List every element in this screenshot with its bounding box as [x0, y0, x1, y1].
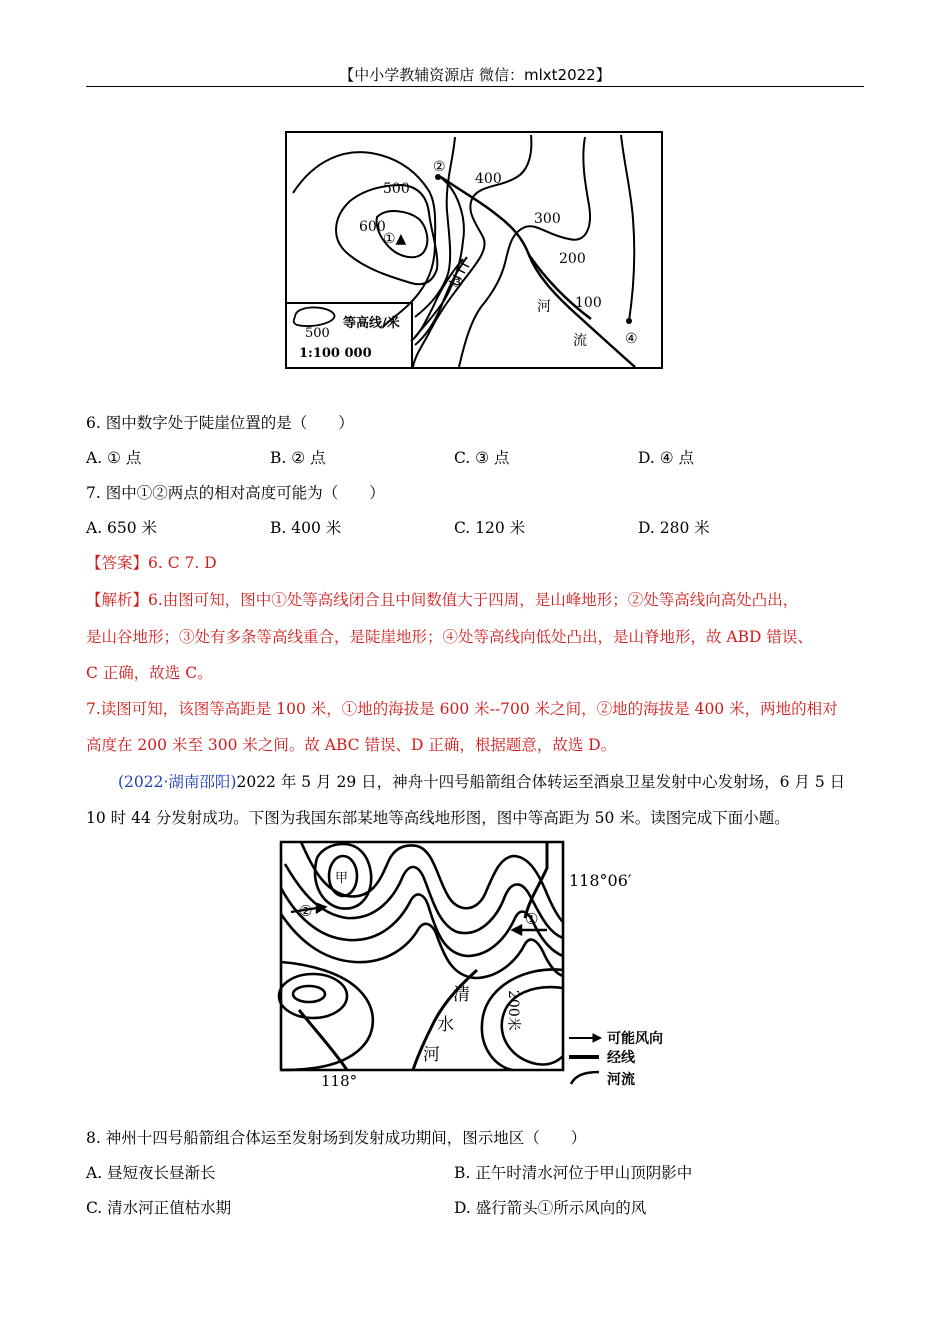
legend-river-label: 河流: [607, 1072, 635, 1088]
hill-ring-1: [293, 986, 325, 1002]
contour-300: [413, 135, 531, 367]
q6-option-b: B. ② 点: [270, 449, 326, 467]
q8-option-a: A. 昼短夜长昼渐长: [86, 1164, 216, 1182]
intro-line-1: [118, 770, 845, 792]
q6-option-a: A. ① 点: [86, 449, 142, 467]
label-qing: 清: [453, 985, 470, 1005]
answer-line: 【答案】6. C 7. D: [86, 554, 217, 572]
label-500: 500: [383, 181, 410, 197]
map1-frame: [286, 132, 662, 368]
q8-option-d: D. 盛行箭头①所示风向的风: [454, 1199, 647, 1217]
legend-meridian-label: 经线: [607, 1050, 635, 1066]
legend-value: 500: [305, 326, 330, 341]
label-118: 118°: [321, 1072, 358, 1090]
intro-source: (2022·湖南邵阳): [118, 773, 237, 791]
legend-contour-sample: [294, 307, 335, 326]
analysis-line-1: 【解析】6.由图可知，图中①处等高线闭合且中间数值大于四周，是山峰地形；②处等高线向高处凸出，: [86, 591, 799, 609]
page-header: 【中小学教辅资源店 微信：mlxt2022】: [339, 66, 611, 84]
q7-option-d: D. 280 米: [638, 519, 710, 537]
point-4-dot: [626, 318, 632, 324]
contour-100: [621, 135, 634, 321]
contour-right-2: [482, 969, 563, 1070]
contour-d: [281, 914, 563, 978]
label-100: 100: [575, 295, 602, 311]
q7-option-b: B. 400 米: [270, 519, 342, 537]
label-300: 300: [534, 211, 561, 227]
legend-wind-head: [593, 1034, 601, 1042]
q6-stem: 6. 图中数字处于陡崖位置的是（ ）: [86, 414, 354, 432]
analysis-line-5: 高度在 200 米至 300 米之间。故 ABC 错误、D 正确，根据题意，故选 D。: [86, 736, 617, 754]
label-river-liu: 流: [573, 333, 587, 349]
label-600: 600: [359, 219, 386, 235]
analysis-line-2: 是山谷地形；③处有多条等高线重合，是陡崖地形；④处等高线向低处凸出，是山脊地形，故 ABD 错误、: [86, 628, 813, 646]
label-118-06: 118°06′: [569, 871, 632, 890]
intro-line-1-text: 2022 年 5 月 29 日，神舟十四号船箭组合体转运至酒泉卫星发射中心发射场，6 月 5 日: [236, 773, 846, 791]
meridian-118: [299, 1010, 347, 1070]
label-he: 河: [423, 1045, 440, 1065]
label-river-he: 河: [537, 299, 551, 315]
analysis-line-3: C 正确，故选 C。: [86, 664, 213, 682]
intro-line-2: 10 时 44 分发射成功。下图为我国东部某地等高线地形图，图中等高距为 50 米。读图完成下面小题。: [86, 809, 790, 827]
label-point-2: ②: [299, 902, 313, 920]
contour-map-2: [277, 838, 687, 1090]
legend-river-line: [571, 1072, 599, 1084]
label-peak: ①▲: [383, 231, 407, 247]
label-point-1: ①: [525, 910, 539, 928]
label-jia: 甲: [335, 871, 349, 886]
q7-option-c: C. 120 米: [454, 519, 526, 537]
q8-option-b: B. 正午时清水河位于甲山顶阴影中: [454, 1164, 693, 1182]
legend-wind-label: 可能风向: [607, 1031, 663, 1047]
map1-scale: 1:100 000: [299, 346, 372, 361]
q8-option-c: C. 清水河正值枯水期: [86, 1199, 232, 1217]
legend-label: 等高线/米: [343, 316, 400, 331]
q7-option-a: A. 650 米: [86, 519, 158, 537]
q6-option-c: C. ③ 点: [454, 449, 510, 467]
label-200: 200: [559, 251, 586, 267]
label-point-4: ④: [625, 331, 638, 347]
label-shui: 水: [437, 1015, 454, 1035]
label-point-3: ③: [451, 275, 464, 291]
header-rule: [86, 86, 864, 87]
q6-option-d: D. ④ 点: [638, 449, 695, 467]
contour-outer-left: [293, 152, 435, 327]
analysis-line-4: 7.读图可知，该图等高距是 100 米，①地的海拔是 600 米--700 米之间，②地的海拔是 400 米，两地的相对: [86, 700, 838, 718]
label-400: 400: [475, 171, 502, 187]
wind-arrow-1-head: [513, 926, 521, 934]
label-point-2: ②: [433, 159, 446, 175]
q8-stem: 8. 神州十四号船箭组合体运至发射场到发射成功期间，图示地区（ ）: [86, 1129, 587, 1147]
contour-map-1: [285, 131, 663, 369]
hill-ring-2: [279, 974, 347, 1018]
label-200m: 200米: [505, 990, 521, 1031]
q7-stem: 7. 图中①②两点的相对高度可能为（ ）: [86, 484, 385, 502]
